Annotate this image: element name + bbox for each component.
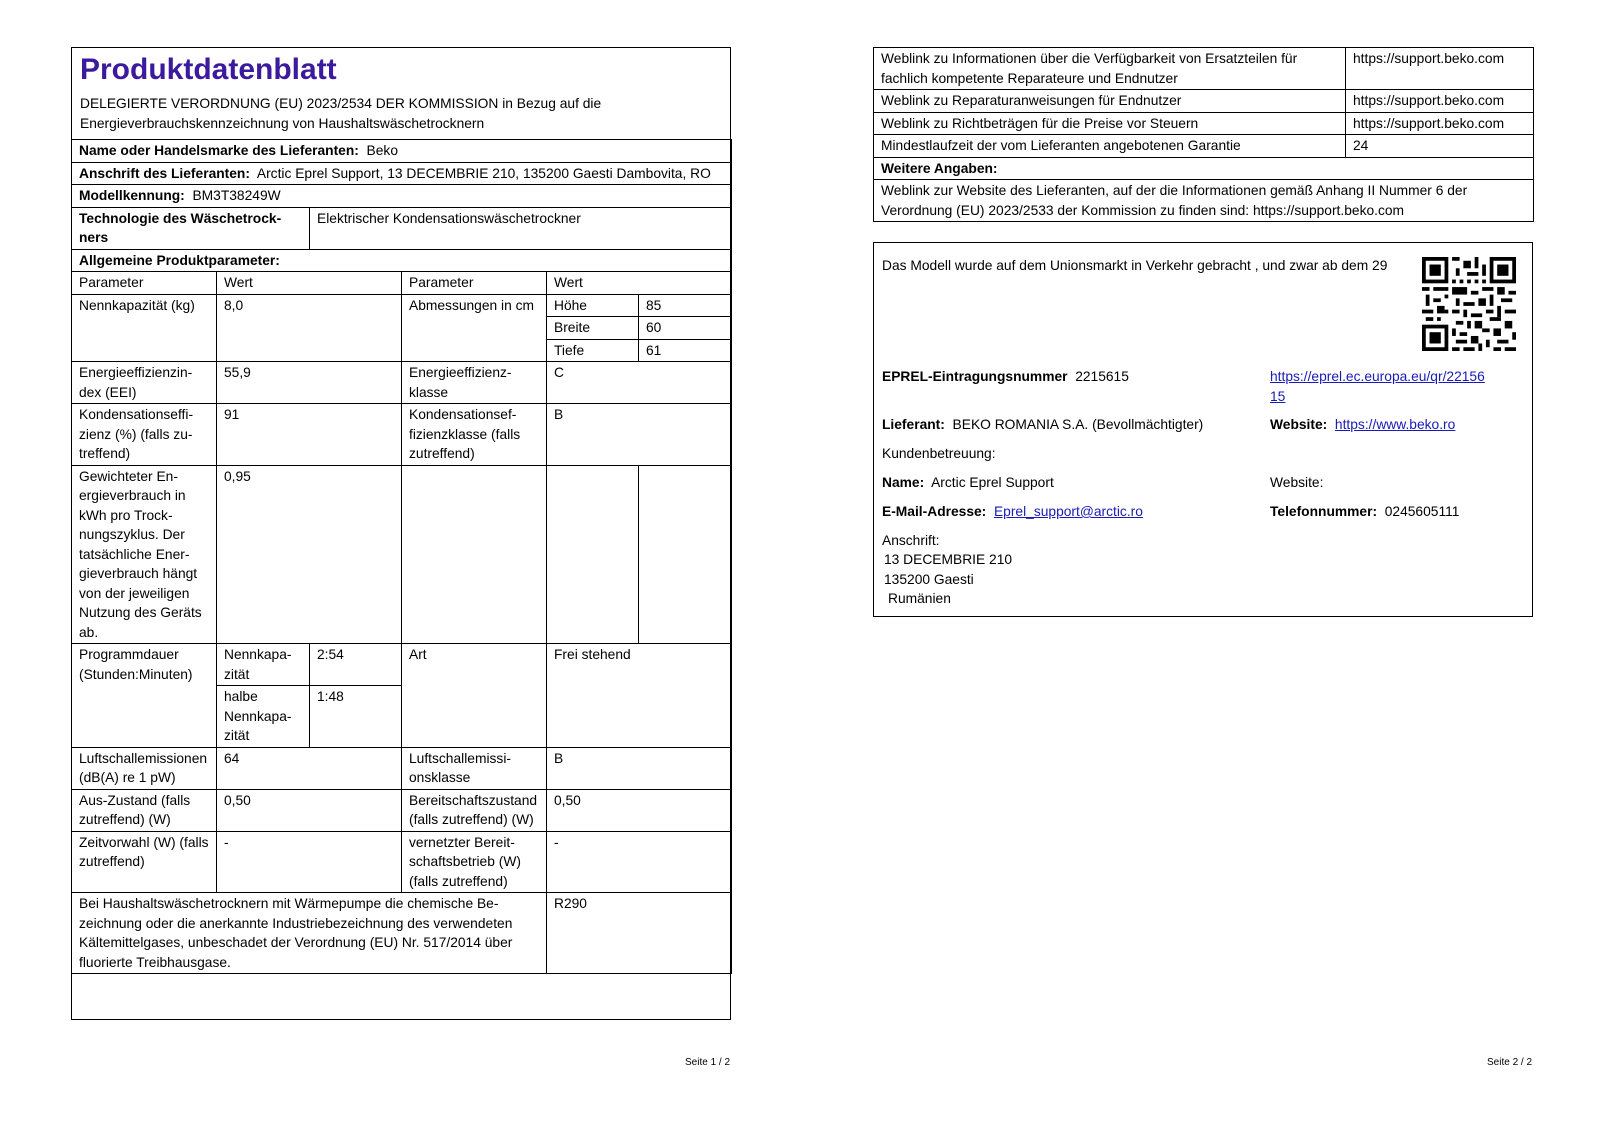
energy-consumption-label: Gewichteter Energieverbrauch in kWh pro Trocknungszyklus. Der tatsächliche Energieverbrauch hängt von der jeweiligen Nutzung des Geräts ab. [72,465,217,644]
energy-class-value: C [547,362,732,404]
eprel-number [882,367,1129,387]
page-title: Produktdatenblatt [80,53,337,86]
further-info-text-row [874,180,1534,222]
website-link[interactable]: https://www.beko.ro [1334,417,1456,432]
address-value: Arctic Eprel Support, 13 DECEMBRIE 210, 135200 Gaesti Dambovita, RO [256,165,711,181]
condensation-class-value: B [547,404,732,466]
condensation-value: 91 [217,404,402,466]
supplier-value-2: BEKO ROMANIA S.A. (Bevollmächtigter) [952,417,1204,432]
eprel-label: EPREL-Eintragungsnummer [882,369,1068,384]
price-link[interactable]: https://support.beko.com [1346,112,1534,135]
empty-cell [402,465,547,644]
product-sheet-frame [71,47,731,1020]
website-label: Website: [1270,417,1328,432]
repair-link[interactable]: https://support.beko.com [1346,90,1534,113]
noise-class-label: Luftschallemissionsklasse [402,747,547,789]
email-label: E-Mail-Adresse: [882,504,987,519]
product-data-table [71,139,732,974]
supplier-label-2: Lieferant: [882,417,945,432]
address-row [72,162,732,185]
energy-class-label: Energieeffizienzklasse [402,362,547,404]
networked-standby-label: vernetzter Bereitschaftsbetrieb (W) (falls zutreffend) [402,831,547,893]
address-label-2: Anschrift: [882,533,940,548]
header-value: Wert [217,272,402,295]
spare-parts-row [874,48,1534,90]
phone-line [1270,502,1459,522]
price-label: Weblink zu Richtbeträgen für die Preise vor Steuern [874,112,1346,135]
page-footer-1: Seite 1 / 2 [685,1057,731,1068]
capacity-row [72,294,732,317]
spare-parts-label: Weblink zu Informationen über die Verfügbarkeit von Ersatzteilen für fachlich kompetente Reparateure und Endnutzer [874,48,1346,90]
noise-value: 64 [217,747,402,789]
energy-consumption-value: 0,95 [217,465,402,644]
empty-cell [639,465,732,644]
website-line [1270,415,1455,435]
general-params-label: Allgemeine Produktparameter: [72,249,732,272]
further-info-row [874,157,1534,180]
warranty-value: 24 [1346,135,1534,158]
height-value: 85 [639,294,732,317]
noise-label: Luftschallemissionen (dB(A) re 1 pW) [72,747,217,789]
off-mode-row [72,789,732,831]
networked-standby-value: - [547,831,732,893]
condensation-class-label: Kondensationseffizienzklasse (falls zutreffend) [402,404,547,466]
repair-label: Weblink zu Reparaturanweisungen für Endnutzer [874,90,1346,113]
capacity-value: 8,0 [217,294,402,362]
height-label: Höhe [547,294,639,317]
delay-start-label: Zeitvorwahl (W) (falls zutreffend) [72,831,217,893]
address-line-1: 13 DECEMBRIE 210 [884,552,1013,567]
condensation-row [72,404,732,466]
model-row [72,185,732,208]
price-row [874,112,1534,135]
noise-class-value: B [547,747,732,789]
header-parameter-2: Parameter [402,272,547,295]
warranty-row [874,135,1534,158]
type-value: Frei stehend [547,644,732,748]
refrigerant-row [72,893,732,974]
technology-value: Elektrischer Kondensationswäschetrockner [310,207,732,249]
eprel-link[interactable] [1270,367,1490,406]
regulation-subtitle: DELEGIERTE VERORDNUNG (EU) 2023/2534 DER KOMMISSION in Bezug auf die Energieverbrauchskennzeichnung von Haushaltswäschetrocknern [80,96,602,131]
address-line-3: Rumänien [888,591,951,606]
dimensions-label: Abmessungen in cm [402,294,547,362]
supplier-line [882,415,1203,435]
eprel-box [873,242,1533,617]
technology-row [72,207,732,249]
header-parameter: Parameter [72,272,217,295]
width-value: 60 [639,317,732,340]
half-capacity-value: 1:48 [310,686,402,748]
noise-row [72,747,732,789]
depth-value: 61 [639,339,732,362]
delay-start-value: - [217,831,402,893]
delay-row [72,831,732,893]
name-value: Arctic Eprel Support [931,475,1054,490]
name-label: Name: [882,475,925,490]
model-value: BM3T38249W [192,188,281,203]
customer-service-label: Kundenbetreuung: [882,446,996,461]
eprel-value: 2215615 [1075,369,1129,384]
type-label: Art [402,644,547,748]
width-label: Breite [547,317,639,340]
address-line-2: 135200 Gaesti [884,572,974,587]
email-line [882,502,1143,522]
website-label-2: Website: [1270,475,1324,490]
header-row [72,272,732,295]
off-mode-value: 0,50 [217,789,402,831]
model-label: Modellkennung: [79,188,185,203]
supplier-label: Name oder Handelsmarke des Lieferanten: [79,143,359,158]
supplier-row [72,140,732,163]
rated-capacity-label: Nennkapazität [217,644,310,686]
page-2 [800,0,1600,1131]
standby-label: Bereitschaftszustand (falls zutreffend) (W) [402,789,547,831]
technology-label: Technologie des Wäschetrockners [72,207,310,249]
eei-label: Energieeffizienzindex (EEI) [72,362,217,404]
condensation-label: Kondensationseffizienz (%) (falls zutreffend) [72,404,217,466]
phone-label: Telefonnummer: [1270,504,1378,519]
off-mode-label: Aus-Zustand (falls zutreffend) (W) [72,789,217,831]
duration-row [72,644,732,686]
standby-value: 0,50 [547,789,732,831]
refrigerant-label: Bei Haushaltswäschetrocknern mit Wärmepumpe die chemische Bezeichnung oder die anerkannte Industriebezeichnung des verwendeten Kältemittelgases, unbeschadet der Verordnung (EU) Nr. 517/2014 über fluorierte Treibhausgase. [72,893,547,974]
page-footer-2: Seite 2 / 2 [1487,1057,1533,1068]
warranty-label: Mindestlaufzeit der vom Lieferanten angebotenen Garantie [874,135,1346,158]
rated-capacity-value: 2:54 [310,644,402,686]
contact-name-line [882,473,1054,493]
duration-label: Programmdauer (Stunden:Minuten) [72,644,217,748]
address-label: Anschrift des Lieferanten: [79,165,250,181]
market-text: Das Modell wurde auf dem Unionsmarkt in Verkehr gebracht , und zwar ab dem 29 [882,258,1388,273]
eei-value: 55,9 [217,362,402,404]
qr-code-icon [1422,257,1516,351]
half-capacity-label: halbe Nennkapazität [217,686,310,748]
repair-info-table [873,47,1534,222]
capacity-label: Nennkapazität (kg) [72,294,217,362]
header-value-2: Wert [547,272,732,295]
supplier-value: Beko [366,143,398,158]
email-link[interactable]: Eprel_support@arctic.ro [993,504,1143,519]
energy-consumption-row [72,465,732,644]
further-info-label: Weitere Angaben: [874,157,1534,180]
eei-row [72,362,732,404]
refrigerant-value: R290 [547,893,732,974]
empty-cell [547,465,639,644]
phone-value: 0245605111 [1384,504,1460,519]
spare-parts-link[interactable]: https://support.beko.com [1346,48,1534,90]
further-info-text: Weblink zur Website des Lieferanten, auf der die Informationen gemäß Anhang II Nummer 6 der Verordnung (EU) 2023/2533 der Kommission zu finden sind: https://support.beko.com [874,180,1534,222]
repair-row [874,90,1534,113]
general-params-row [72,249,732,272]
eprel-link-text[interactable]: https://eprel.ec.europa.eu/qr/2215615 [1270,369,1485,404]
depth-label: Tiefe [547,339,639,362]
